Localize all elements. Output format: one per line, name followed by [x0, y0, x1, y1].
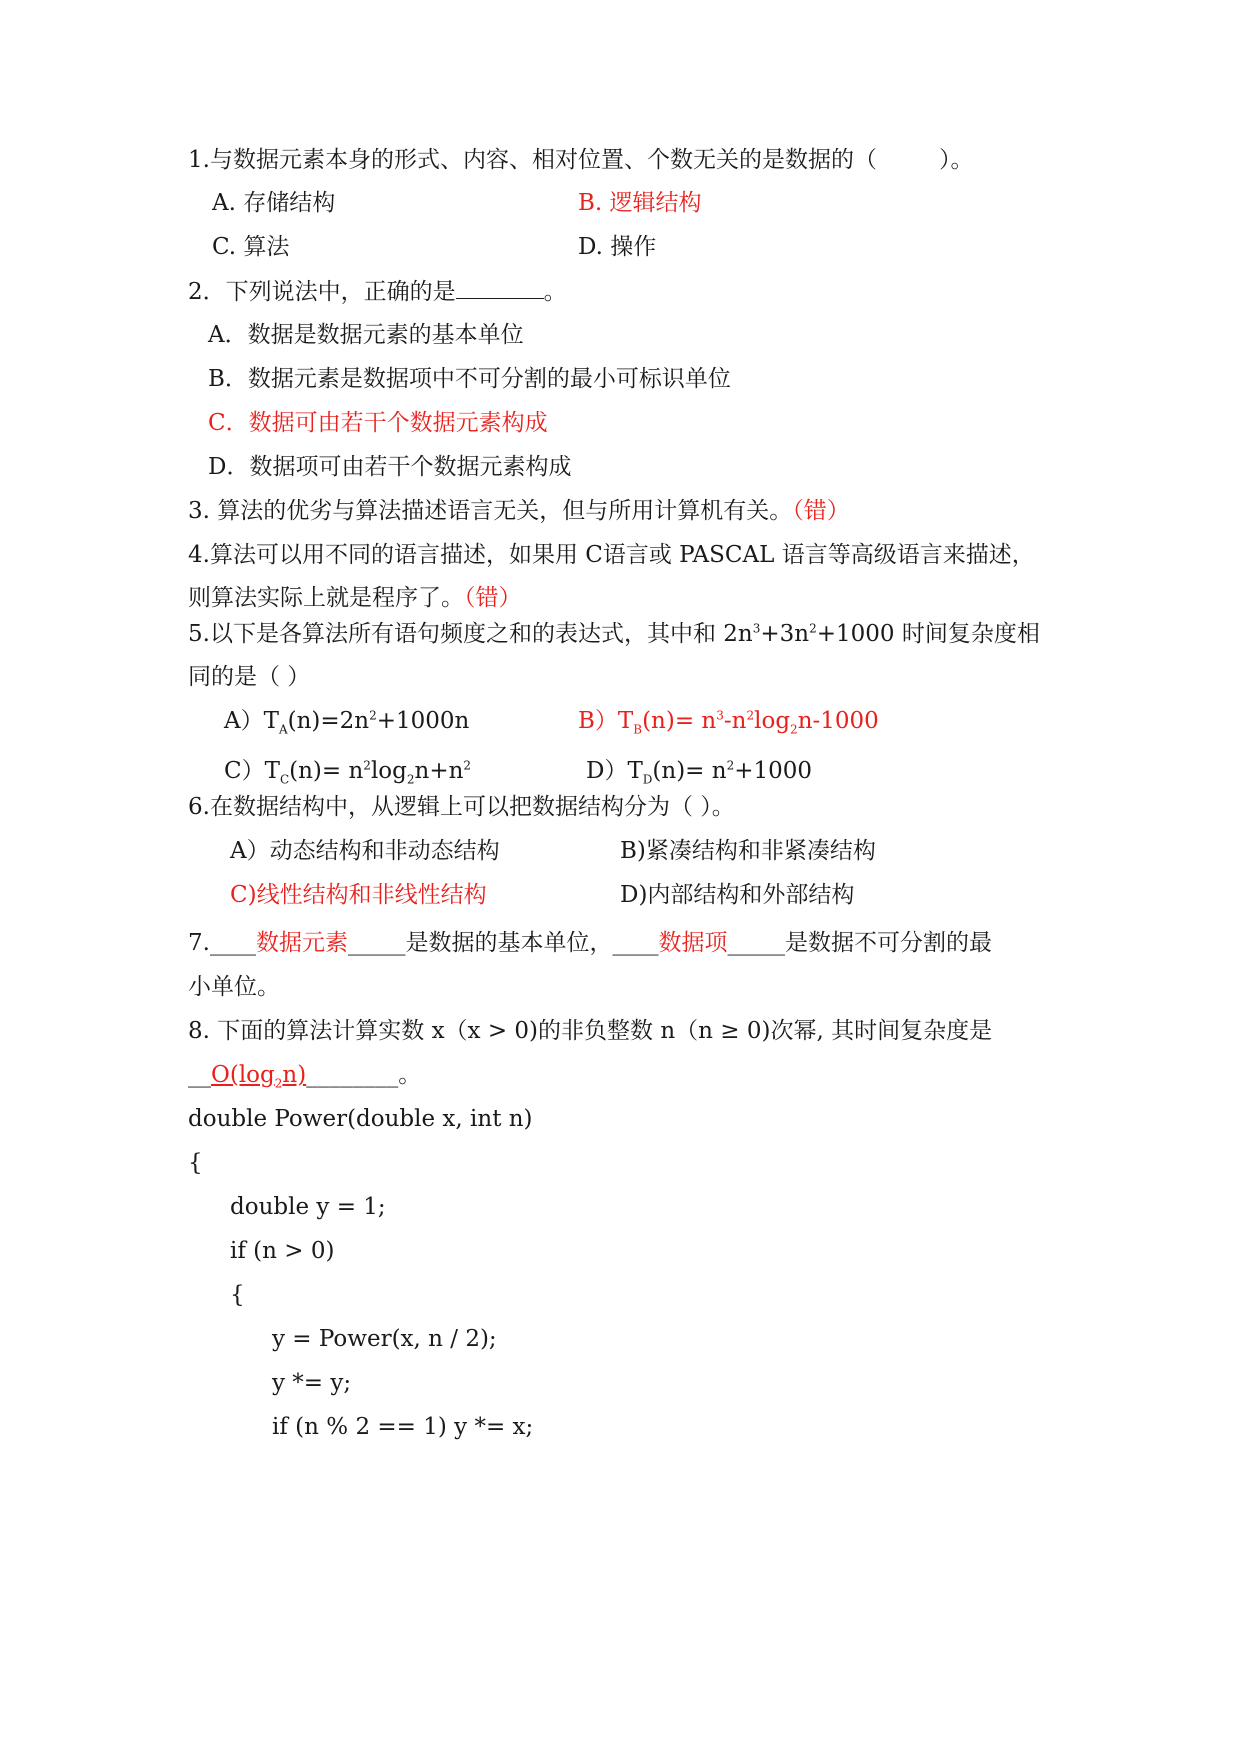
q5-line2: 同的是（ ） [188, 664, 311, 690]
q4-line1: 4.算法可以用不同的语言描述，如果用 C语言或 PASCAL 语言等高级语言来描述， [188, 542, 1035, 568]
code-line-open-brace: { [188, 1150, 203, 1176]
q5-option-c [224, 756, 471, 786]
q5-opt-a-pre: A）T [224, 708, 279, 734]
q4-answer: （错） [464, 585, 522, 611]
q4-line2 [188, 583, 522, 613]
q8-answer-a: O(log [211, 1062, 275, 1088]
q1-option-d: D. 操作 [578, 234, 657, 260]
q8-blank-pre: __ [188, 1062, 211, 1088]
q5-opt-d-pre: D）T [586, 758, 643, 784]
q6-option-d: D)内部结构和外部结构 [620, 882, 855, 908]
q5-line1-c: +1000 时间复杂度相 [816, 621, 1040, 647]
q7-line1 [188, 928, 992, 958]
q6-stem: 6.在数据结构中，从逻辑上可以把数据结构分为（ ）。 [188, 794, 735, 820]
q2-blank [456, 276, 544, 299]
q5-option-d [586, 756, 812, 786]
code-line-inner-brace: { [230, 1282, 245, 1308]
q1-option-b-answer: B. 逻辑结构 [578, 190, 702, 216]
q5-sup1: 3 [752, 621, 761, 636]
q8-answer-line [188, 1060, 421, 1090]
q5-option-a [224, 706, 469, 736]
code-line-signature: double Power(double x, int n) [188, 1106, 533, 1132]
q5-opt-c-mid: (n)= n [289, 758, 364, 784]
q5-line1-a: 5.以下是各算法所有语句频度之和的表达式，其中和 2n [188, 621, 753, 647]
q5-opt-d-sup: 2 [726, 758, 735, 773]
q7-line2: 小单位。 [188, 974, 280, 1000]
q2-stem [188, 276, 567, 307]
q5-opt-c-log: log [370, 758, 407, 784]
q5-opt-d-sub: D [642, 772, 653, 787]
q8-answer [211, 1062, 307, 1091]
q5-opt-a-sub: A [278, 722, 288, 737]
code-line-square: y *= y; [272, 1370, 352, 1396]
q1-option-a: A. 存储结构 [212, 190, 336, 216]
code-line-decl: double y = 1; [230, 1194, 386, 1220]
q2-option-c-answer: C．数据可由若干个数据元素构成 [208, 410, 548, 436]
q1-stem [188, 145, 973, 175]
q5-opt-c-sub: C [279, 772, 290, 787]
q4-line2-text: 则算法实际上就是程序了。 [188, 585, 464, 611]
q5-opt-b-pre: B）T [578, 708, 634, 734]
q8-answer-sub: 2 [274, 1076, 283, 1091]
q5-opt-a-sup: 2 [369, 708, 377, 723]
q3-stem-text: 3. 算法的优劣与算法描述语言无关，但与所用计算机有关。 [188, 498, 793, 524]
q6-option-a: A）动态结构和非动态结构 [230, 838, 500, 864]
q5-opt-b-log: log [754, 708, 791, 734]
code-line-odd-check: if (n % 2 == 1) y *= x; [272, 1414, 534, 1440]
q5-line1-b: +3n [760, 621, 810, 647]
q5-opt-c-post: n+n [414, 758, 464, 784]
q6-option-c-answer: C)线性结构和非线性结构 [230, 882, 487, 908]
q8-end: __。 [375, 1062, 422, 1088]
q5-opt-b-sub: B [633, 722, 643, 737]
code-line-if: if (n > 0) [230, 1238, 335, 1264]
q8-stem: 8. 下面的算法计算实数 x（x > 0)的非负整数 n（n ≥ 0)次幂, 其时间复杂度是 [188, 1018, 993, 1044]
q6-option-b: B)紧凑结构和非紧凑结构 [620, 838, 876, 864]
q3-answer: （错） [792, 498, 850, 524]
q5-option-b-answer [578, 706, 879, 736]
q3-stem [188, 496, 850, 526]
q2-option-d: D．数据项可由若干个数据元素构成 [208, 454, 572, 480]
q1-option-c: C. 算法 [212, 234, 290, 260]
q5-opt-d-post: +1000 [734, 758, 813, 784]
q1-stem-end: ）。 [938, 147, 974, 173]
q2-stem-text: 2．下列说法中，正确的是 [188, 279, 456, 305]
q7-mid2: _____是数据不可分割的最 [727, 930, 992, 956]
q5-opt-d-mid: (n)= n [652, 758, 727, 784]
q7-answer-1: 数据元素 [255, 930, 348, 956]
q5-opt-a-mid: (n)=2n [287, 708, 370, 734]
q7-mid1: _____是数据的基本单位，____ [347, 930, 659, 956]
q5-opt-c-sup2: 2 [463, 758, 472, 773]
q7-pre: 7.____ [188, 930, 256, 956]
q7-answer-2: 数据项 [658, 930, 728, 956]
q5-opt-b-mid: (n)= n [642, 708, 717, 734]
q1-stem-text: 1.与数据元素本身的形式、内容、相对位置、个数无关的是数据的（ [188, 147, 877, 173]
q5-sup2: 2 [809, 621, 817, 636]
q2-option-a: A．数据是数据元素的基本单位 [208, 322, 524, 348]
q5-opt-c-pre: C）T [224, 758, 280, 784]
q5-opt-c-logsub: 2 [406, 772, 415, 787]
q5-opt-b-logsub: 2 [790, 722, 798, 737]
q5-opt-b-post: n-1000 [797, 708, 879, 734]
code-line-recursive-call: y = Power(x, n / 2); [272, 1326, 497, 1352]
q5-opt-b-mid2: -n [723, 708, 747, 734]
q8-answer-b: n) [282, 1062, 307, 1088]
q5-opt-c-sup: 2 [363, 758, 371, 773]
q5-opt-a-post: +1000n [376, 708, 470, 734]
q5-opt-b-sup2: 2 [746, 708, 755, 723]
q2-option-b: B．数据元素是数据项中不可分割的最小可标识单位 [208, 366, 731, 392]
q8-blank-post: ______ [306, 1062, 376, 1088]
q5-opt-b-sup: 3 [716, 708, 724, 723]
q5-line1 [188, 619, 1040, 649]
q2-stem-end: 。 [543, 279, 567, 305]
